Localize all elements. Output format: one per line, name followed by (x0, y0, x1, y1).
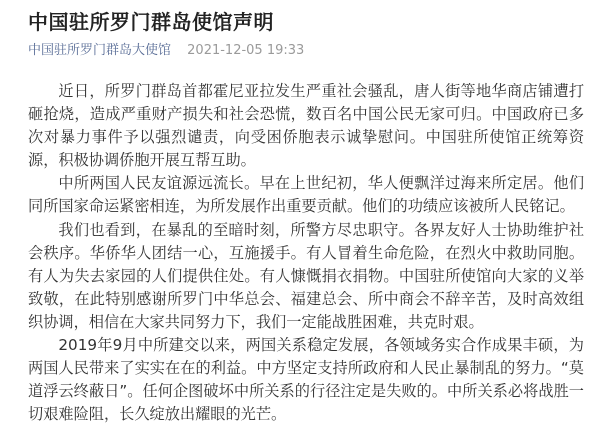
article-title: 中国驻所罗门群岛使馆声明 (28, 10, 274, 34)
article-body (28, 80, 584, 426)
paragraph: 我们也看到，在暴乱的至暗时刻，所警方尽忠职守。各界友好人士协助维护社会秩序。华侨华人团结一心，互施援手。有人冒着生命危险，在烈火中救助同胞。有人为失去家园的人们提供住处。有人慷慨捐衣捐物。中国驻所使馆向大家的义举致敬，在此特别感谢所罗门中华总会、福建总会、所中商会不辞辛苦，及时高效组织协调，相信在大家共同努力下，我们一定能战胜困难，共克时艰。 (28, 220, 584, 331)
source-account-link[interactable]: 中国驻所罗门群岛大使馆 (28, 43, 172, 58)
paragraph: 2019年9月中所建交以来，两国关系稳定发展，各领域务实合作成果丰硕，为两国人民带来了实实在在的利益。中方坚定支持所政府和人民止暴制乱的努力。“莫道浮云终蔽日”。任何企图破坏中所关系的行径注定是失败的。中所关系必将战胜一切艰难险阻，长久绽放出耀眼的光芒。 (28, 336, 584, 424)
article-meta (28, 42, 584, 60)
publish-date: 2021-12-05 19:33 (187, 43, 305, 58)
paragraph: 近日，所罗门群岛首都霍尼亚拉发生严重社会骚乱，唐人街等地华商店铺遭打砸抢烧，造成严重财产损失和社会恐慌，数百名中国公民无家可归。中国政府已多次对暴力事件予以强烈谴责，向受困侨胞表示诚挚慰问。中国驻所使馆正统筹资源，积极协调侨胞开展互帮互助。 (28, 82, 584, 170)
paragraph: 中所两国人民友谊源远流长。早在上世纪初，华人便飘洋过海来所定居。他们同所国家命运紧密相连，为所发展作出重要贡献。他们的功绩应该被所人民铭记。 (28, 174, 584, 216)
